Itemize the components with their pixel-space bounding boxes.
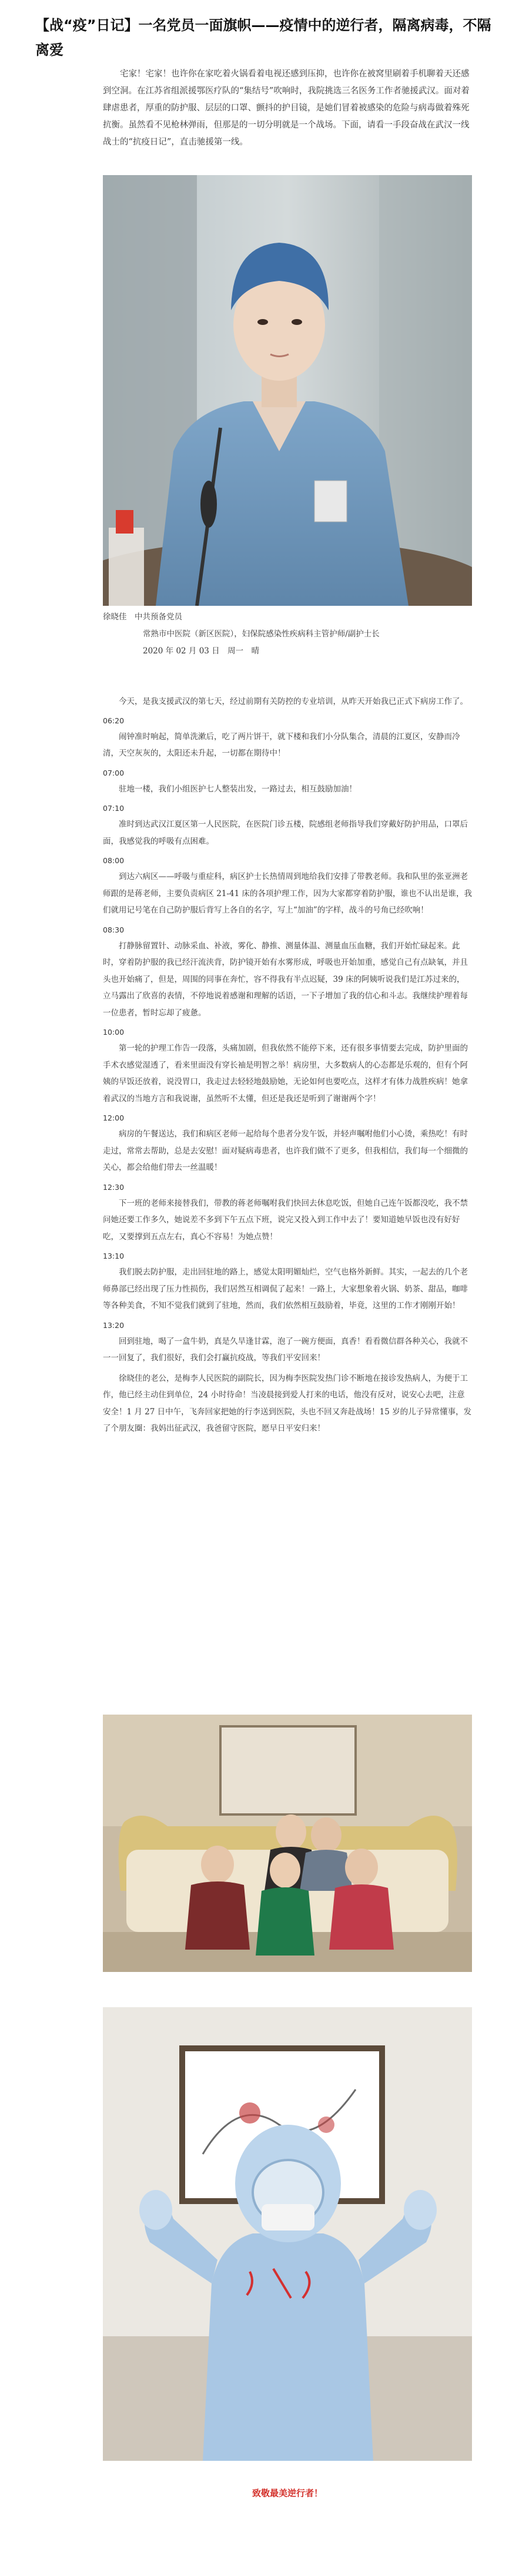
diary-entry: [103, 713, 472, 762]
entry-text: 驻地一楼，我们小组医护七人整装出发，一路过去，相互鼓励加油！: [119, 784, 357, 794]
photo-caption: 致敬最美逆行者！: [252, 2488, 323, 2498]
portrait-photo: [103, 175, 472, 606]
family-photo-image: [103, 1715, 472, 1972]
affiliation-line: 常熟市中医院（新区医院），妇保院感染性疾病科主管护师/副护士长: [143, 629, 380, 639]
diary-entry: [103, 1318, 472, 1367]
diary-entry: [103, 801, 472, 850]
protective-suit-image: [103, 2007, 472, 2461]
entry-text: 第一轮的护理工作告一段落，头痛加剧，但我依然不能停下来，还有很多事情要去完成，防护里面的手术衣感觉湿透了，看来里面没有穿长袖是明智之举！病房里，大多数病人的心态都是乐观的，但有个阿姨的早饭还放着，说没胃口，我走过去轻轻地鼓励她，无论如何也要吃点，这样才有体力战胜疾病！她拿着武汉的当地方言和我说谢，虽然听不太懂，但还是我还是听到了谢谢两个字！: [103, 1044, 468, 1103]
diary-entry: [103, 1111, 472, 1176]
family-photo: [103, 1715, 472, 1972]
entry-text: 准时到达武汉江夏区第一人民医院，在医院门诊五楼，院感组老师指导我们穿戴好防护用品，口罩后面，我感觉我的呼吸有点困难。: [103, 820, 468, 846]
entry-time: 06:20: [103, 716, 125, 725]
article-intro: 宅家！宅家！也许你在家吃着火锅看着电视还感到压抑，也许你在被窝里刷着手机聊着天还感到空洞。在江苏省组派援鄂医疗队的“集结号”吹响时，我院挑选三名医务工作者驰援武汉。面对着肆虐患者，厚重的防护服、层层的口罩、颤抖的护目镜，是她们冒着被感染的危险与病毒做着殊死抗衡。虽然看不见枪林弹雨，但那是的一切分明就是一个战场。下面，请看一手段奋战在武汉一线战士的“抗疫日记”，直击驰援第一线。: [103, 69, 470, 147]
protective-suit-photo: [103, 2007, 472, 2461]
diary-entry: [103, 1249, 472, 1314]
entry-text: 回到驻地，喝了一盒牛奶，真是久旱逢甘霖，泡了一碗方便面，真香！看看微信群各种关心，我就不一一回复了，我们很好，我们会打赢抗疫战，等我们平安回来！: [103, 1336, 468, 1363]
entry-text: 闹钟准时响起，简单洗漱后，吃了两片饼干，就下楼和我们小分队集合，清晨的江夏区，安静而冷清，天空灰灰的，太阳还未升起，一切都在期待中！: [103, 732, 460, 758]
diary-entry: [103, 1180, 472, 1246]
entry-time: 08:00: [103, 856, 125, 865]
entry-text: 打静脉留置针、动脉采血、补液，雾化、静推、测量体温、测量血压血糖，我们开始忙碌起来。此时，穿着防护服的我已经汗流浃背，防护镜开始有水雾形成，呼吸也开始加重，感觉自己有点缺氧，并且头也开始痛了，但是，周围的同事在奔忙，容不得我有半点迟疑，39 床的阿姨听说我们是江苏过来的，立马露出了欣喜的表情，不停地说着感谢和理解的话语，一下子增加了我的信心和斗志。我继续护理着每一位患者，暂时忘却了疲惫。: [103, 941, 468, 1018]
diary-entry: [103, 853, 472, 919]
entry-time: 07:10: [103, 804, 125, 813]
diary-closing: 徐晓佳的老公，是梅李人民医院的副院长，因为梅李医院发热门诊不断地在接诊发热病人，为便于工作，他已经主动住到单位，24 小时待命！当凌晨接到爱人打来的电话，他没有反对，说安心去吧，注意安全！1 月 27 日中午，飞奔回家把她的行李送到医院，头也不回又奔赴战场！15 岁的儿子异常懂事，发了个朋友圈：我妈出征武汉，我爸留守医院，愿早日平安归来！: [103, 1373, 472, 1433]
entry-time: 12:30: [103, 1182, 125, 1192]
portrait-nurse-image: [103, 175, 472, 606]
diary-entry: [103, 766, 472, 798]
diary-entry: [103, 923, 472, 1022]
entry-time: 13:20: [103, 1320, 125, 1330]
diary-entry: [103, 1025, 472, 1107]
byline: [103, 609, 472, 660]
author-line: 徐晓佳 中共预备党员: [103, 612, 182, 622]
diary-body: [103, 693, 472, 1437]
date-line: 2020 年 02 月 03 日 周一 晴: [143, 646, 260, 656]
article-title: 【战“疫”日记】一名党员一面旗帜——疫情中的逆行者，隔离病毒，不隔离爱: [35, 17, 491, 58]
entry-text: 下一班的老师来接替我们，带教的蒋老师嘱咐我们快回去休息吃饭，但她自己连午饭都没吃，我不禁问她还要工作多久，她说差不多到下午五点下班，说完又投入到工作中去了！要知道她早饭也没有好好吃，又要撑到五点左右，真心不容易！为她点赞！: [103, 1198, 468, 1242]
entry-text: 到达六病区——呼吸与重症科，病区护士长热情周到地给我们安排了带教老师。我和队里的张亚洲老师跟的是蒋老师，主要负责病区 21-41 床的各项护理工作，因为大家都穿着防护服，谁也不认出是谁，我们就用记号笔在自己防护服后背写上各自的名字，写上“加油”的字样，战斗的号角已经吹响！: [103, 872, 472, 915]
entry-time: 13:10: [103, 1252, 125, 1260]
entry-time: 07:00: [103, 768, 125, 777]
entry-time: 10:00: [103, 1028, 125, 1037]
diary-opening: 今天，是我支援武汉的第七天，经过前期有关防控的专业培训，从昨天开始我已正式下病房工作了。: [119, 697, 468, 706]
entry-text: 病房的午餐送达，我们和病区老师一起给每个患者分发午饭，并轻声嘱咐他们小心烫，乘热吃！有时走过，常常去帮助，总是去安慰！面对疑病毒患者，也许我们做不了更多，但我相信，我们每一个细微的关心，都会给他们带去一丝温暖！: [103, 1129, 468, 1172]
entry-time: 12:00: [103, 1113, 125, 1122]
entry-text: 我们脱去防护服，走出回驻地的路上，感觉太阳明媚灿烂，空气也格外新鲜。其实，一起去的几个老师鼻部已经出现了压力性损伤，我们居然互相调侃了起来！一路上，大家想象着火锅、奶茶、甜品，咖啡等各种美食，不知不觉我们就到了驻地，然而，我们依然相互鼓励着，毕竟，这里的工作才刚刚开始！: [103, 1267, 468, 1310]
entry-time: 08:30: [103, 925, 125, 934]
